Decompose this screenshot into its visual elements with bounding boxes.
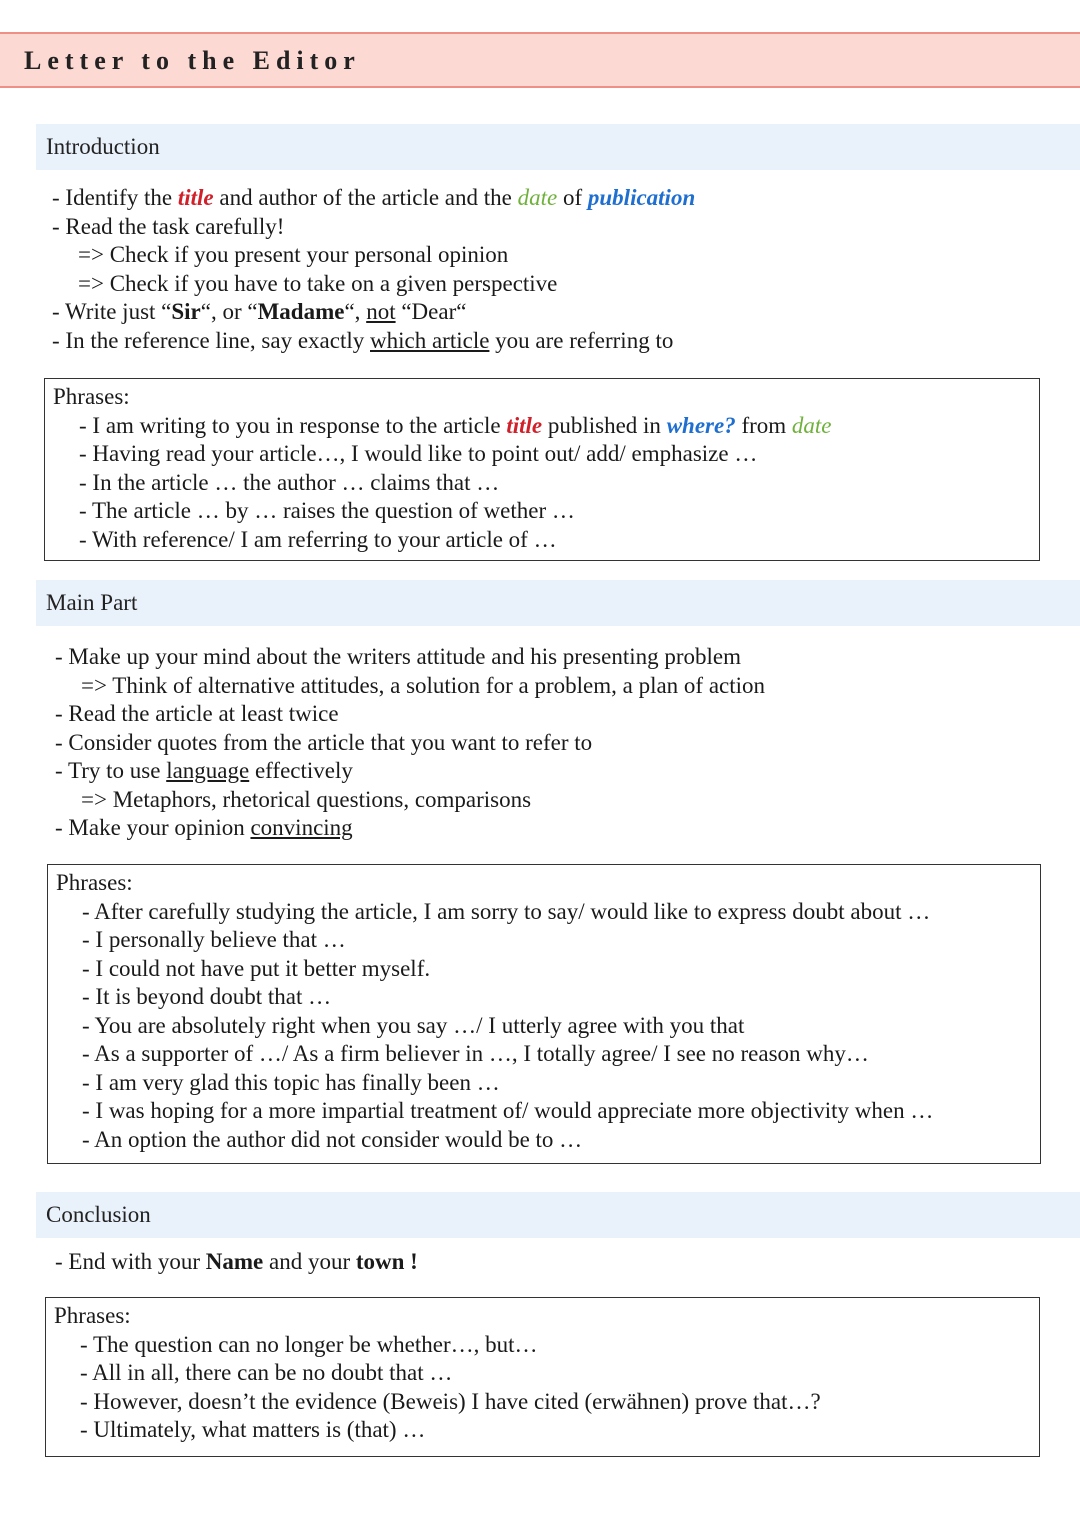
list-item: - Make up your mind about the writers attitude and his presenting problem <box>55 644 742 669</box>
introduction-list <box>52 184 695 355</box>
list-item: - I could not have put it better myself. <box>82 955 431 981</box>
phrases-label: Phrases: <box>56 870 133 895</box>
list-item: - Read the article at least twice <box>55 701 339 726</box>
list-item: - End with your Name and your town ! <box>55 1249 418 1274</box>
phrases-label: Phrases: <box>54 1303 131 1328</box>
phrases-list <box>82 898 933 1155</box>
list-item: - All in all, there can be no doubt that … <box>80 1360 453 1385</box>
list-item: - I am writing to you in response to the article title published in where? from date <box>79 412 832 438</box>
section-heading-main-part: Main Part <box>36 580 1080 626</box>
list-item: - After carefully studying the article, I am sorry to say/ would like to express doubt about … <box>82 898 931 924</box>
list-item: => Metaphors, rhetorical questions, comparisons <box>81 786 532 812</box>
list-item: - You are absolutely right when you say …/ I utterly agree with you that <box>82 1012 745 1038</box>
conclusion-phrases-box <box>45 1297 1040 1457</box>
list-item: - Read the task carefully! <box>52 213 285 239</box>
list-item: => Check if you have to take on a given perspective <box>78 270 558 296</box>
list-item: - The article … by … raises the question of wether … <box>79 498 575 523</box>
list-item: => Think of alternative attitudes, a solution for a problem, a plan of action <box>81 672 766 698</box>
section-heading-introduction: Introduction <box>36 124 1080 170</box>
list-item: - Write just “Sir“, or “Madame“, not “Dear“ <box>52 299 467 324</box>
list-item: - In the reference line, say exactly which article you are referring to <box>52 327 674 353</box>
list-item: - With reference/ I am referring to your article of … <box>79 526 557 552</box>
title-bar <box>0 32 1080 88</box>
list-item: - Consider quotes from the article that you want to refer to <box>55 729 593 755</box>
conclusion-list <box>55 1248 418 1277</box>
phrases-label: Phrases: <box>53 384 130 409</box>
list-item: - I am very glad this topic has finally been … <box>82 1069 500 1095</box>
list-item: => Check if you present your personal opinion <box>78 242 509 267</box>
list-item: - However, doesn’t the evidence (Beweis) I have cited (erwähnen) prove that…? <box>80 1388 821 1414</box>
list-item: - I personally believe that … <box>82 927 346 952</box>
phrases-list <box>80 1331 821 1445</box>
phrases-list <box>79 412 832 555</box>
list-item: - Try to use language effectively <box>55 758 353 783</box>
list-item: - An option the author did not consider would be to … <box>82 1126 583 1152</box>
main-part-list <box>55 643 765 843</box>
section-heading-conclusion: Conclusion <box>36 1192 1080 1238</box>
list-item: - In the article … the author … claims that … <box>79 469 500 495</box>
main-part-phrases-box <box>47 864 1041 1164</box>
list-item: - Ultimately, what matters is (that) … <box>80 1417 426 1442</box>
list-item: - The question can no longer be whether…, but… <box>80 1331 538 1357</box>
list-item: - As a supporter of …/ As a firm believer in …, I totally agree/ I see no reason why… <box>82 1041 869 1066</box>
page-title: Letter to the Editor <box>24 46 361 75</box>
introduction-phrases-box <box>44 378 1040 561</box>
list-item: - Identify the title and author of the article and the date of publication <box>52 185 696 210</box>
list-item: - I was hoping for a more impartial treatment of/ would appreciate more objectivity when … <box>82 1098 934 1123</box>
list-item: - It is beyond doubt that … <box>82 984 332 1009</box>
list-item: - Make your opinion convincing <box>55 815 353 840</box>
list-item: - Having read your article…, I would like to point out/ add/ emphasize … <box>79 441 758 466</box>
